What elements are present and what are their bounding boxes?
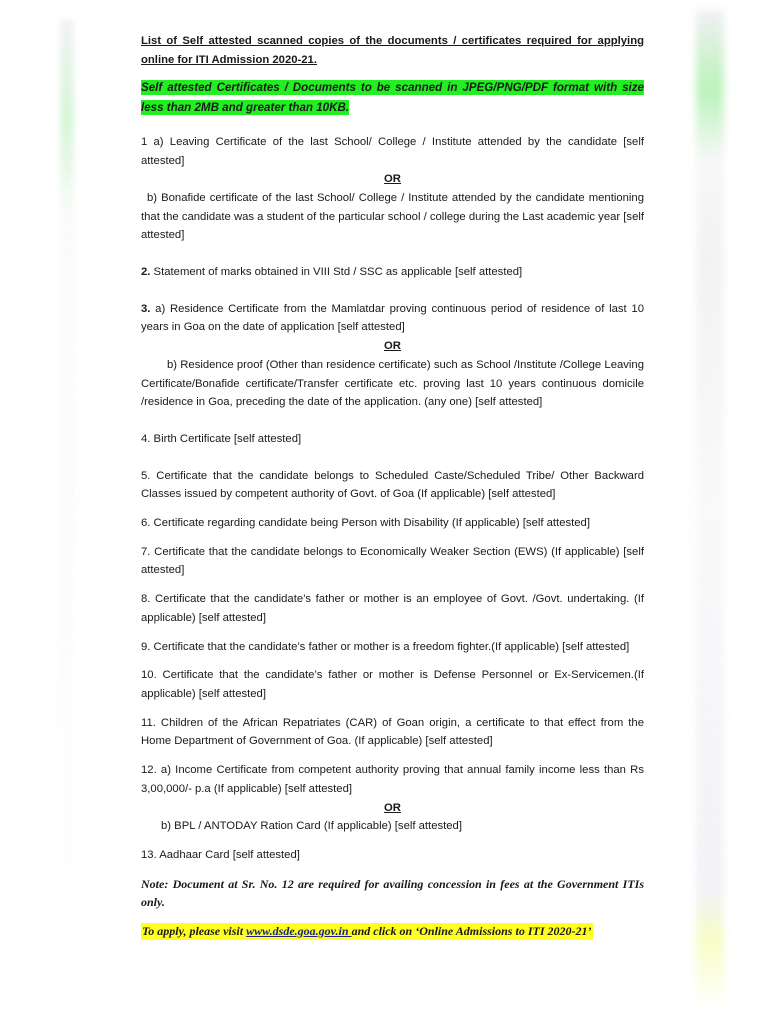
item-5: 5. Certificate that the candidate belongs to Scheduled Caste/Scheduled Tribe/ Other Backward Classes issued by competent authority of Govt. of Goa (If applicable) [self attested] — [141, 469, 644, 501]
document-title: List of Self attested scanned copies of the documents / certificates required for applying online for ITI Admission 2020-21. — [141, 35, 644, 66]
item-12a: 12. a) Income Certificate from competent authority proving that annual family income less than Rs 3,00,000/- p.a (If applicable) [self attested] — [141, 764, 644, 795]
item-1a: 1 a) Leaving Certificate of the last School/ College / Institute attended by the candidate [self attested] — [141, 135, 644, 167]
apply-instructions — [141, 923, 593, 940]
document-page — [141, 32, 644, 941]
item-6: 6. Certificate regarding candidate being Person with Disability (If applicable) [self attested] — [141, 517, 590, 530]
item-3b: b) Residence proof (Other than residence certificate) such as School /Institute /College Leaving Certificate/Bonafide certificate/Transfer certificate etc. proving last 10 years continuous domicile /residence in Goa, preceding the date of the application. (any one) [self attested] — [141, 358, 644, 409]
or-separator: OR — [384, 340, 401, 353]
item-7: 7. Certificate that the candidate belongs to Economically Weaker Section (EWS) (If applicable) [self attested] — [141, 545, 644, 577]
item-2-text: Statement of marks obtained in VIII Std / SSC as applicable [self attested] — [150, 266, 523, 279]
or-separator: OR — [384, 801, 401, 814]
item-10: 10. Certificate that the candidate’s father or mother is Defense Personnel or Ex-Servicemen.(If applicable) [self attested] — [141, 669, 644, 700]
item-2-number: 2. — [141, 266, 151, 279]
or-separator: OR — [384, 173, 401, 186]
apply-prefix: To apply, please visit — [142, 923, 247, 938]
dsde-website-link[interactable]: www.dsde.goa.gov.in — [246, 923, 352, 938]
apply-suffix: and click on ‘Online Admissions to ITI 2020-21’ — [351, 923, 592, 938]
item-2 — [141, 263, 644, 282]
item-1b: b) Bonafide certificate of the last School/ College / Institute attended by the candidate mentioning that the candidate was a student of the particular school / college during the Last academic year [self attested] — [141, 191, 645, 242]
item-8: 8. Certificate that the candidate’s father or mother is an employee of Govt. /Govt. undertaking. (If applicable) [self attested] — [141, 593, 644, 624]
item-13: 13. Aadhaar Card [self attested] — [141, 848, 300, 861]
blurred-background-left — [60, 20, 74, 1000]
blurred-background-right — [696, 10, 724, 1010]
fee-concession-note: Note: Document at Sr. No. 12 are required for availing concession in fees at the Government ITIs only. — [141, 876, 644, 909]
item-3a-text: a) Residence Certificate from the Mamlatdar proving continuous period of residence of last 10 years in Goa on the date of application [self attested] — [141, 302, 644, 334]
item-4: 4. Birth Certificate [self attested] — [141, 432, 302, 445]
item-12b: b) BPL / ANTODAY Ration Card (If applicable) [self attested] — [161, 820, 462, 833]
item-3-number: 3. — [141, 302, 151, 315]
item-3a — [141, 300, 644, 337]
item-11: 11. Children of the African Repatriates (CAR) of Goan origin, a certificate to that effect from the Home Department of Government of Goa. (If applicable) [self attested] — [141, 716, 644, 748]
item-9: 9. Certificate that the candidate’s father or mother is a freedom fighter.(If applicable) [self attested] — [141, 640, 630, 653]
format-notice — [141, 78, 644, 117]
format-notice-text: Self attested Certificates / Documents to be scanned in JPEG/PNG/PDF format with size less than 2MB and greater than 10KB. — [141, 81, 644, 115]
